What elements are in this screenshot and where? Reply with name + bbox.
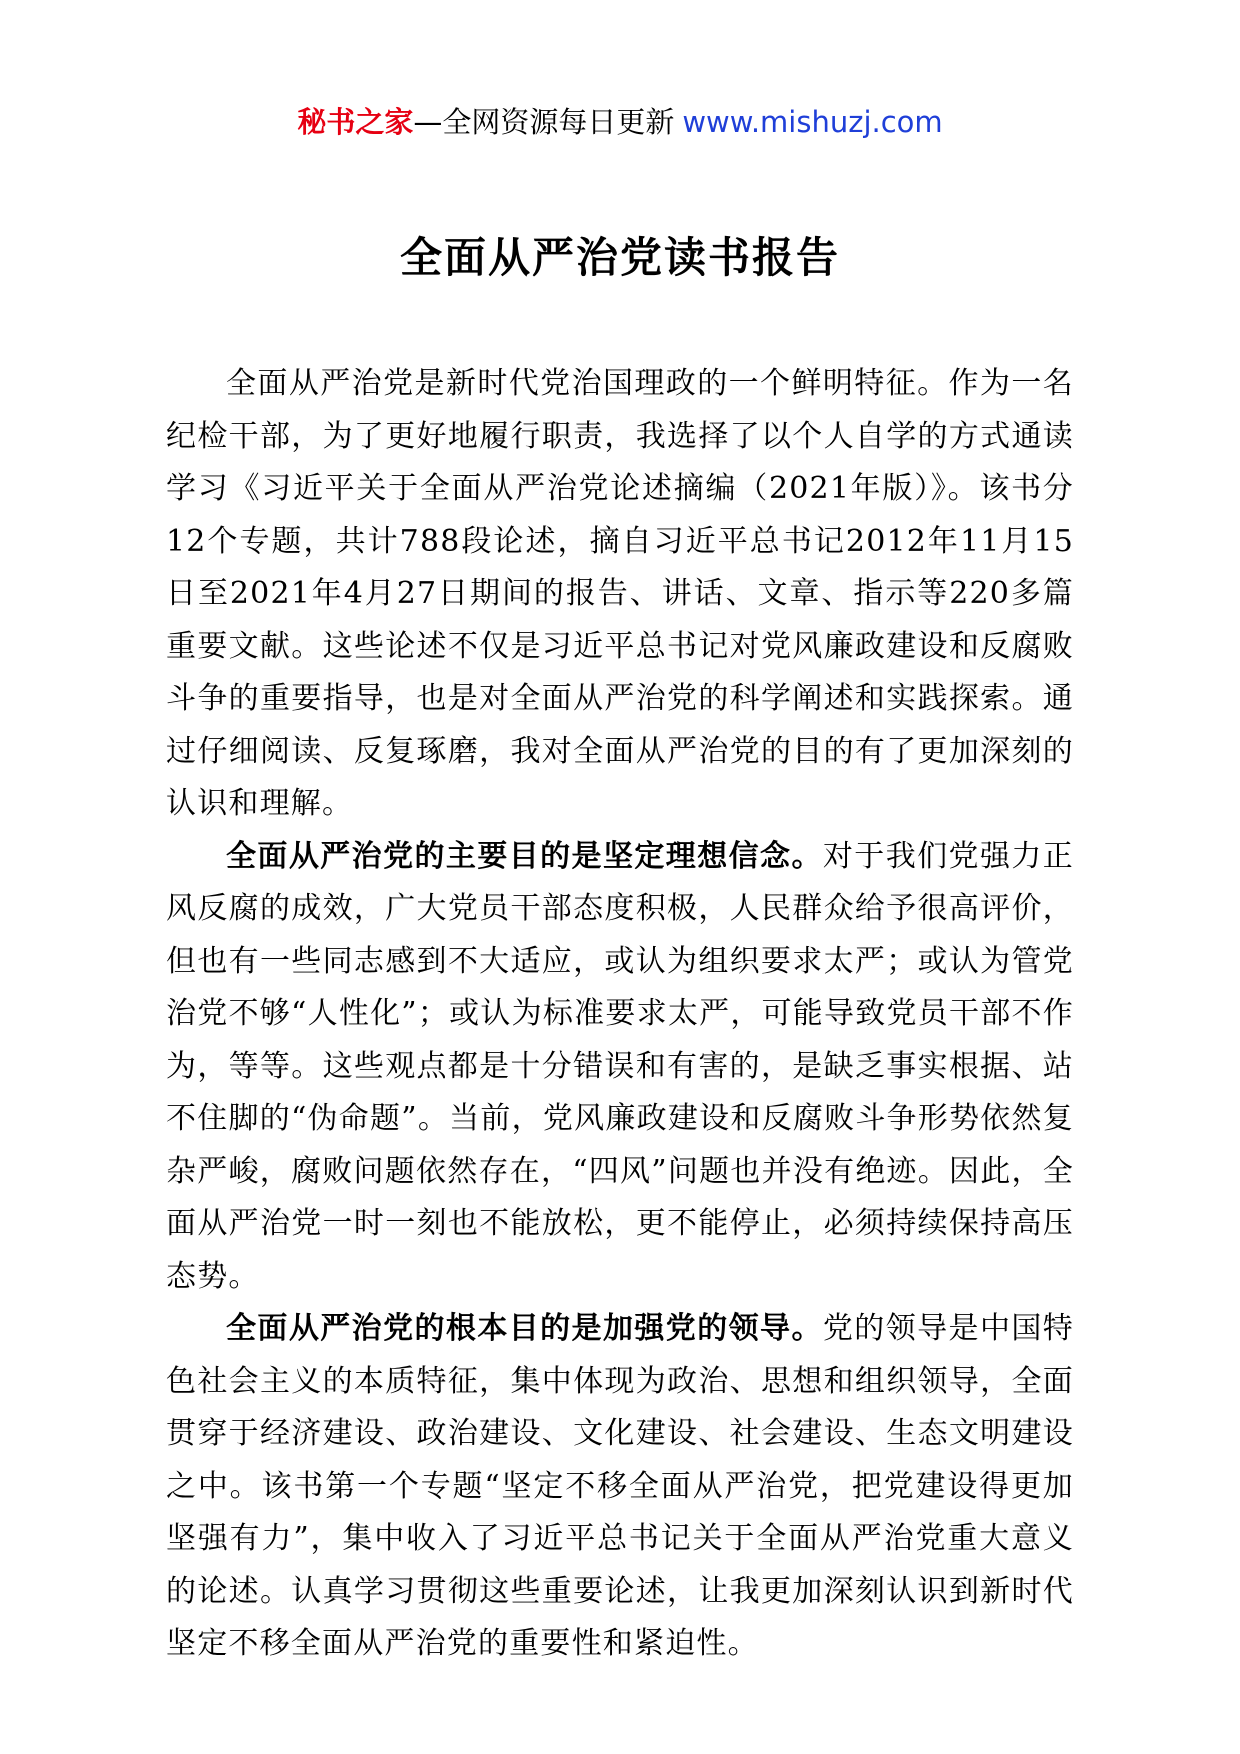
document-body bbox=[166, 358, 1074, 1671]
site-header bbox=[0, 100, 1240, 144]
paragraph-fundamental-purpose bbox=[166, 1303, 1074, 1671]
site-url-link[interactable]: www.mishuzj.com bbox=[682, 105, 943, 139]
paragraph-main-purpose bbox=[166, 831, 1074, 1304]
paragraph-text: 对于我们党强力正风反腐的成效，广大党员干部态度积极，人民群众给予很高评价，但也有一些同志感到不大适应，或认为组织要求太严；或认为管党治党不够“人性化”；或认为标准要求太严，可能导致党员干部不作为，等等。这些观点都是十分错误和有害的，是缺乏事实根据、站不住脚的“伪命题”。当前，党风廉政建设和反腐败斗争形势依然复杂严峻，腐败问题依然存在，“四风”问题也并没有绝迹。因此，全面从严治党一时一刻也不能放松，更不能停止，必须持续保持高压态势。 bbox=[166, 838, 1074, 1294]
site-name: 秘书之家 bbox=[297, 105, 414, 139]
site-tagline: —全网资源每日更新 bbox=[413, 105, 675, 139]
document-title: 全面从严治党读书报告 bbox=[399, 233, 840, 282]
paragraph-text: 全面从严治党是新时代党治国理政的一个鲜明特征。作为一名纪检干部，为了更好地履行职责，我选择了以个人自学的方式通读学习《习近平关于全面从严治党论述摘编（2021年版）》。该书分12个专题，共计788段论述，摘自习近平总书记2012年11月15日至2021年4月27日期间的报告、讲话、文章、指示等220多篇重要文献。这些论述不仅是习近平总书记对党风廉政建设和反腐败斗争的重要指导，也是对全面从严治党的科学阐述和实践探索。通过仔细阅读、反复琢磨，我对全面从严治党的目的有了更加深刻的认识和理解。 bbox=[166, 366, 1074, 821]
paragraph-lead: 全面从严治党的根本目的是加强党的领导。 bbox=[226, 1311, 823, 1346]
paragraph-lead: 全面从严治党的主要目的是坚定理想信念。 bbox=[226, 838, 823, 874]
paragraph-intro bbox=[166, 358, 1074, 831]
paragraph-text: 党的领导是中国特色社会主义的本质特征，集中体现为政治、思想和组织领导，全面贯穿于经济建设、政治建设、文化建设、社会建设、生态文明建设之中。该书第一个专题“坚定不移全面从严治党，把党建设得更加坚强有力”，集中收入了习近平总书记关于全面从严治党重大意义的论述。认真学习贯彻这些重要论述，让我更加深刻认识到新时代坚定不移全面从严治党的重要性和紧迫性。 bbox=[166, 1311, 1074, 1661]
